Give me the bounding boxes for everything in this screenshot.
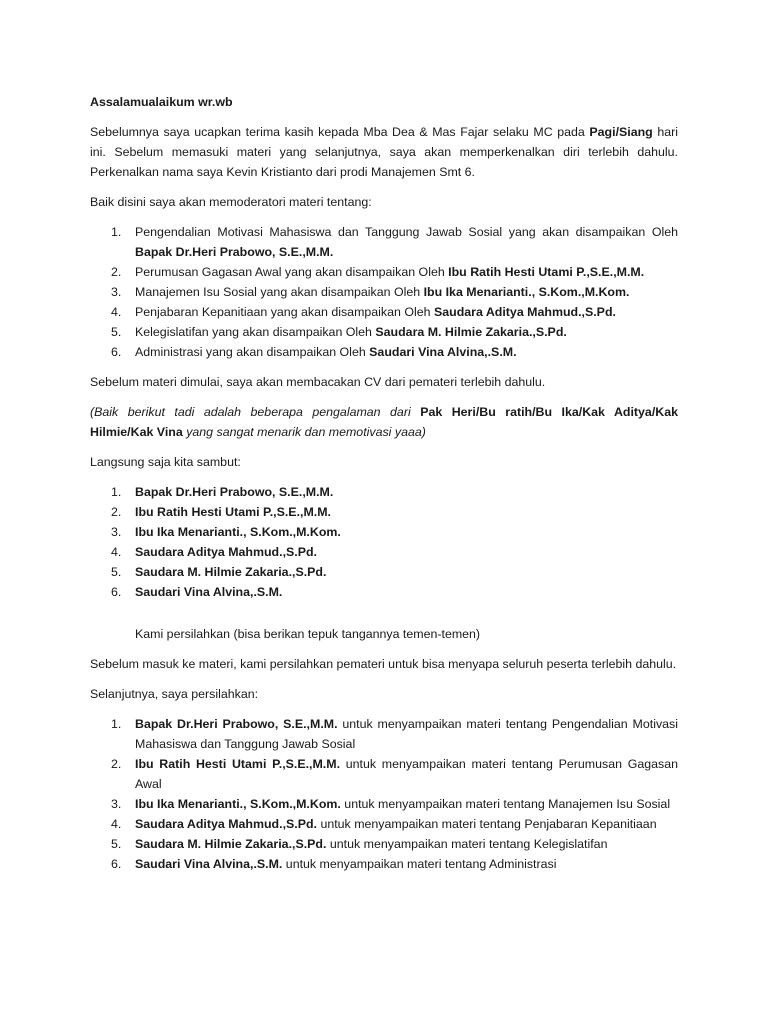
list-item: 4. Saudara Aditya Mahmud.,S.Pd. untuk menyampaikan materi tentang Penjabaran Kepanitiaan: [111, 817, 657, 831]
list-item: 5. Saudara M. Hilmie Zakaria.,S.Pd. untuk menyampaikan materi tentang Kelegislatifan: [111, 837, 608, 851]
list-item: 6. Administrasi yang akan disampaikan Oleh Saudari Vina Alvina,.S.M.: [111, 345, 517, 359]
list-item: 3. Ibu Ika Menarianti., S.Kom.,M.Kom. untuk menyampaikan materi tentang Manajemen Isu Sosial: [111, 797, 671, 811]
welcome-intro: Langsung saja kita sambut:: [90, 455, 241, 469]
italic-note: (Baik berikut tadi adalah beberapa pengalaman dari Pak Heri/Bu ratih/Bu Ika/Kak Aditya/Kak Hilmie/Kak Vina yang sangat menarik dan memotivasi yaaa): [90, 405, 678, 439]
list-item: 5. Kelegislatifan yang akan disampaikan Oleh Saudara M. Hilmie Zakaria.,S.Pd.: [111, 325, 567, 339]
list-item: 1. Bapak Dr.Heri Prabowo, S.E.,M.M.: [111, 485, 334, 499]
list-item: 5. Saudara M. Hilmie Zakaria.,S.Pd.: [111, 565, 327, 579]
next-intro: Selanjutnya, saya persilahkan:: [90, 687, 259, 701]
list-item: 4. Penjabaran Kepanitiaan yang akan disampaikan Oleh Saudara Aditya Mahmud.,S.Pd.: [111, 305, 616, 319]
welcome-list: [90, 482, 678, 602]
presentation-list: [90, 714, 678, 874]
list-item: 1. Bapak Dr.Heri Prabowo, S.E.,M.M. untuk menyampaikan materi tentang Pengendalian Motivasi Mahasiswa dan Tanggung Jawab Sosial: [111, 717, 678, 751]
list-item: 3. Ibu Ika Menarianti., S.Kom.,M.Kom.: [111, 525, 341, 539]
list-item: 2. Ibu Ratih Hesti Utami P.,S.E.,M.M.: [111, 505, 331, 519]
list-item: 3. Manajemen Isu Sosial yang akan disampaikan Oleh Ibu Ika Menarianti., S.Kom.,M.Kom.: [111, 285, 630, 299]
list-item: 6. Saudari Vina Alvina,.S.M. untuk menyampaikan materi tentang Administrasi: [111, 857, 557, 871]
applause-line: Kami persilahkan (bisa berikan tepuk tangannya temen-temen): [135, 627, 481, 641]
list-item: 2. Perumusan Gagasan Awal yang akan disampaikan Oleh Ibu Ratih Hesti Utami P.,S.E.,M.M.: [111, 265, 645, 279]
greet-line: Sebelum masuk ke materi, kami persilahkan pemateri untuk bisa menyapa seluruh peserta terlebih dahulu.: [90, 657, 677, 671]
list-item: 2. Ibu Ratih Hesti Utami P.,S.E.,M.M. untuk menyampaikan materi tentang Perumusan Gagasan Awal: [111, 757, 678, 791]
topic-list: [90, 222, 678, 362]
list-item: 6. Saudari Vina Alvina,.S.M.: [111, 585, 283, 599]
greeting: Assalamualaikum wr.wb: [90, 95, 233, 109]
moderate-intro: Baik disini saya akan memoderatori materi tentang:: [90, 195, 372, 209]
list-item: 4. Saudara Aditya Mahmud.,S.Pd.: [111, 545, 317, 559]
document-body: [90, 92, 678, 874]
cv-line: Sebelum materi dimulai, saya akan membacakan CV dari pemateri terlebih dahulu.: [90, 375, 546, 389]
intro-paragraph: Sebelumnya saya ucapkan terima kasih kepada Mba Dea & Mas Fajar selaku MC pada Pagi/Siang hari ini. Sebelum memasuki materi yang selanjutnya, saya akan memperkenalkan diri terlebih dahulu. Perkenalkan nama saya Kevin Kristianto dari prodi Manajemen Smt 6.: [90, 125, 679, 179]
list-item: 1. Pengendalian Motivasi Mahasiswa dan Tanggung Jawab Sosial yang akan disampaikan Oleh Bapak Dr.Heri Prabowo, S.E.,M.M.: [111, 225, 678, 259]
